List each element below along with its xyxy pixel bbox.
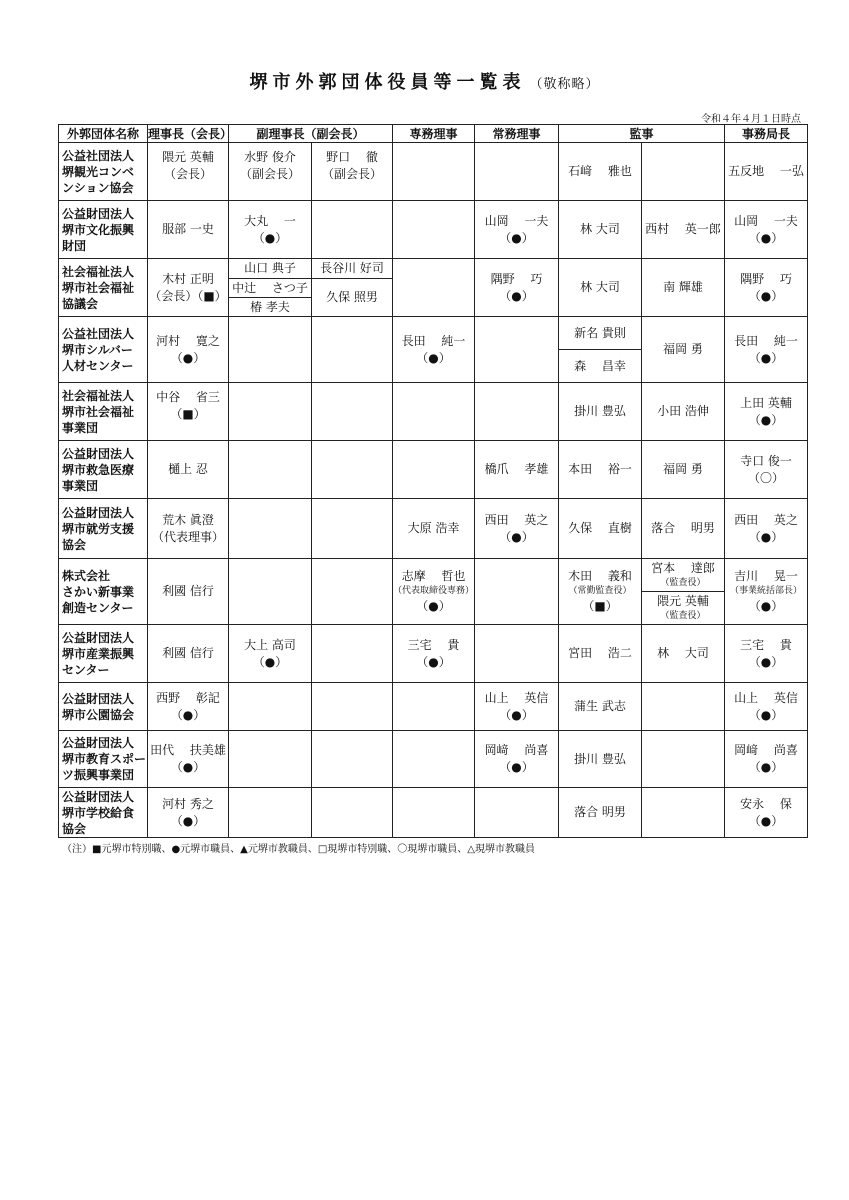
auditor-cell: 久保 直樹 bbox=[559, 499, 642, 559]
title-suffix: （敬称略） bbox=[529, 77, 600, 92]
auditor-cell: 南 輝雄 bbox=[642, 259, 725, 317]
title-main: 堺市外郭団体役員等一覧表 bbox=[249, 72, 526, 93]
legend-note: （注）■元堺市特別職、●元堺市職員、▲元堺市教職員、□現堺市特別職、〇現堺市職員、△現堺市教職員 bbox=[62, 844, 536, 855]
org-name: 公益財団法人 堺市就労支援 協会 bbox=[59, 499, 148, 559]
vice-chair-cell bbox=[229, 317, 312, 383]
header-row bbox=[59, 125, 808, 143]
document-title bbox=[0, 68, 849, 94]
chair-cell: 利國 信行 bbox=[148, 559, 229, 625]
chair-cell: 隈元 英輔 （会長） bbox=[148, 143, 229, 201]
jomu-cell: 山岡 一夫 （●） bbox=[475, 201, 559, 259]
org-name: 社会福祉法人 堺市社会福祉 事業団 bbox=[59, 383, 148, 441]
auditor-cell: 福岡 勇 bbox=[642, 317, 725, 383]
auditor-cell: 本田 裕一 bbox=[559, 441, 642, 499]
org-name: 公益財団法人 堺市文化振興 財団 bbox=[59, 201, 148, 259]
table-row bbox=[59, 499, 808, 559]
jomu-cell: 西田 英之 （●） bbox=[475, 499, 559, 559]
jomu-cell bbox=[475, 625, 559, 683]
auditor-cell: 小田 浩伸 bbox=[642, 383, 725, 441]
jomu-cell bbox=[475, 143, 559, 201]
auditor-cell: 福岡 勇 bbox=[642, 441, 725, 499]
secretary-cell: 五反地 一弘 bbox=[725, 143, 808, 201]
table-row bbox=[59, 383, 808, 441]
header-chair: 理事長（会長） bbox=[148, 125, 229, 143]
header-org: 外郭団体名称 bbox=[59, 125, 148, 143]
chair-cell: 木村 正明 （会長）（■） bbox=[148, 259, 229, 317]
auditor-cell: 落合 明男 bbox=[642, 499, 725, 559]
senmu-cell: 長田 純一 （●） bbox=[393, 317, 475, 383]
auditor-cell: 掛川 豊弘 bbox=[559, 731, 642, 788]
vice-chair-cell bbox=[229, 559, 312, 625]
vice-chair-cell: 野口 徹 （副会長） bbox=[312, 143, 393, 201]
auditor-cell: 落合 明男 bbox=[559, 788, 642, 838]
jomu-cell bbox=[475, 317, 559, 383]
vice-chair-cell: 中辻 さつ子 bbox=[229, 279, 312, 298]
vice-chair-cell bbox=[312, 499, 393, 559]
table-row bbox=[59, 441, 808, 499]
table-row bbox=[59, 731, 808, 788]
senmu-cell bbox=[393, 259, 475, 317]
vice-chair-cell bbox=[229, 683, 312, 731]
vice-chair-cell bbox=[229, 441, 312, 499]
officers-table bbox=[58, 124, 808, 838]
jomu-cell: 山上 英信 （●） bbox=[475, 683, 559, 731]
auditor-cell: 宮田 浩二 bbox=[559, 625, 642, 683]
secretary-cell: 寺口 俊一 （〇） bbox=[725, 441, 808, 499]
jomu-cell bbox=[475, 559, 559, 625]
chair-cell: 西野 彰記 （●） bbox=[148, 683, 229, 731]
auditor-cell bbox=[642, 683, 725, 731]
vice-chair-cell: 大上 高司 （●） bbox=[229, 625, 312, 683]
chair-cell: 利國 信行 bbox=[148, 625, 229, 683]
auditor-cell: 宮本 達郎 （監査役） bbox=[642, 559, 725, 592]
secretary-cell: 山上 英信 （●） bbox=[725, 683, 808, 731]
senmu-cell: 三宅 貴 （●） bbox=[393, 625, 475, 683]
auditor-cell: 森 昌幸 bbox=[559, 350, 642, 383]
vice-chair-cell: 久保 照男 bbox=[312, 279, 393, 317]
org-name: 公益財団法人 堺市学校給食 協会 bbox=[59, 788, 148, 838]
chair-cell: 服部 一史 bbox=[148, 201, 229, 259]
secretary-cell: 隅野 巧 （●） bbox=[725, 259, 808, 317]
secretary-cell: 岡﨑 尚喜 （●） bbox=[725, 731, 808, 788]
secretary-cell: 山岡 一夫 （●） bbox=[725, 201, 808, 259]
secretary-cell: 長田 純一 （●） bbox=[725, 317, 808, 383]
chair-cell: 田代 扶美雄 （●） bbox=[148, 731, 229, 788]
jomu-cell: 隅野 巧 （●） bbox=[475, 259, 559, 317]
vice-chair-cell bbox=[229, 499, 312, 559]
vice-chair-cell bbox=[312, 788, 393, 838]
jomu-cell: 岡﨑 尚喜 （●） bbox=[475, 731, 559, 788]
secretary-cell: 西田 英之 （●） bbox=[725, 499, 808, 559]
senmu-cell bbox=[393, 201, 475, 259]
vice-chair-cell: 水野 俊介 （副会長） bbox=[229, 143, 312, 201]
auditor-cell: 掛川 豊弘 bbox=[559, 383, 642, 441]
chair-cell: 河村 秀之 （●） bbox=[148, 788, 229, 838]
org-name: 公益財団法人 堺市公園協会 bbox=[59, 683, 148, 731]
vice-chair-cell bbox=[312, 317, 393, 383]
org-name: 公益社団法人 堺市シルバー 人材センター bbox=[59, 317, 148, 383]
senmu-cell bbox=[393, 383, 475, 441]
vice-chair-cell bbox=[312, 441, 393, 499]
vice-chair-cell bbox=[229, 731, 312, 788]
senmu-cell bbox=[393, 441, 475, 499]
vice-chair-cell bbox=[312, 559, 393, 625]
org-name: 社会福祉法人 堺市社会福祉 協議会 bbox=[59, 259, 148, 317]
auditor-cell bbox=[642, 143, 725, 201]
vice-chair-cell bbox=[312, 731, 393, 788]
senmu-cell bbox=[393, 731, 475, 788]
org-name: 公益社団法人 堺観光コンベ ンション協会 bbox=[59, 143, 148, 201]
auditor-cell: 石﨑 雅也 bbox=[559, 143, 642, 201]
org-name: 公益財団法人 堺市産業振興 センター bbox=[59, 625, 148, 683]
auditor-cell: 西村 英一郎 bbox=[642, 201, 725, 259]
header-secretary: 事務局長 bbox=[725, 125, 808, 143]
chair-cell: 中谷 省三 （■） bbox=[148, 383, 229, 441]
table-row bbox=[59, 683, 808, 731]
senmu-cell bbox=[393, 143, 475, 201]
vice-chair-cell: 大丸 一 （●） bbox=[229, 201, 312, 259]
table-row bbox=[59, 788, 808, 838]
senmu-cell: 志摩 哲也 （代表取締役専務） （●） bbox=[393, 559, 475, 625]
header-jomu: 常務理事 bbox=[475, 125, 559, 143]
vice-chair-cell bbox=[229, 788, 312, 838]
senmu-cell bbox=[393, 788, 475, 838]
senmu-cell: 大原 浩幸 bbox=[393, 499, 475, 559]
vice-chair-cell: 山口 典子 bbox=[229, 259, 312, 279]
auditor-cell: 新名 貴則 bbox=[559, 317, 642, 350]
secretary-cell: 上田 英輔 （●） bbox=[725, 383, 808, 441]
org-name: 公益財団法人 堺市救急医療 事業団 bbox=[59, 441, 148, 499]
secretary-cell: 吉川 晃一 （事業統括部長） （●） bbox=[725, 559, 808, 625]
auditor-cell: 林 大司 bbox=[559, 259, 642, 317]
header-vice-chair: 副理事長（副会長） bbox=[229, 125, 393, 143]
jomu-cell bbox=[475, 383, 559, 441]
jomu-cell bbox=[475, 788, 559, 838]
vice-chair-cell: 椿 孝夫 bbox=[229, 298, 312, 317]
table-row bbox=[59, 625, 808, 683]
jomu-cell: 橋爪 孝雄 bbox=[475, 441, 559, 499]
table-row bbox=[59, 259, 808, 279]
auditor-cell: 木田 義和 （常勤監査役） （■） bbox=[559, 559, 642, 625]
chair-cell: 河村 寛之 （●） bbox=[148, 317, 229, 383]
chair-cell: 荒木 眞澄 （代表理事） bbox=[148, 499, 229, 559]
header-auditor: 監事 bbox=[559, 125, 725, 143]
auditor-cell: 林 大司 bbox=[642, 625, 725, 683]
vice-chair-cell: 長谷川 好司 bbox=[312, 259, 393, 279]
secretary-cell: 三宅 貴 （●） bbox=[725, 625, 808, 683]
table-row bbox=[59, 559, 808, 592]
senmu-cell bbox=[393, 683, 475, 731]
org-name: 株式会社 さかい新事業 創造センター bbox=[59, 559, 148, 625]
vice-chair-cell bbox=[229, 383, 312, 441]
table-row bbox=[59, 317, 808, 350]
auditor-cell bbox=[642, 731, 725, 788]
auditor-cell: 蒲生 武志 bbox=[559, 683, 642, 731]
as-of-date: 令和４年４月１日時点 bbox=[701, 114, 801, 125]
auditor-cell: 林 大司 bbox=[559, 201, 642, 259]
secretary-cell: 安永 保 （●） bbox=[725, 788, 808, 838]
vice-chair-cell bbox=[312, 201, 393, 259]
vice-chair-cell bbox=[312, 625, 393, 683]
auditor-cell bbox=[642, 788, 725, 838]
vice-chair-cell bbox=[312, 683, 393, 731]
table-row bbox=[59, 201, 808, 259]
org-name: 公益財団法人 堺市教育スポー ツ振興事業団 bbox=[59, 731, 148, 788]
vice-chair-cell bbox=[312, 383, 393, 441]
header-senmu: 専務理事 bbox=[393, 125, 475, 143]
chair-cell: 樋上 忍 bbox=[148, 441, 229, 499]
table-row bbox=[59, 143, 808, 201]
auditor-cell: 隈元 英輔 （監査役） bbox=[642, 592, 725, 625]
